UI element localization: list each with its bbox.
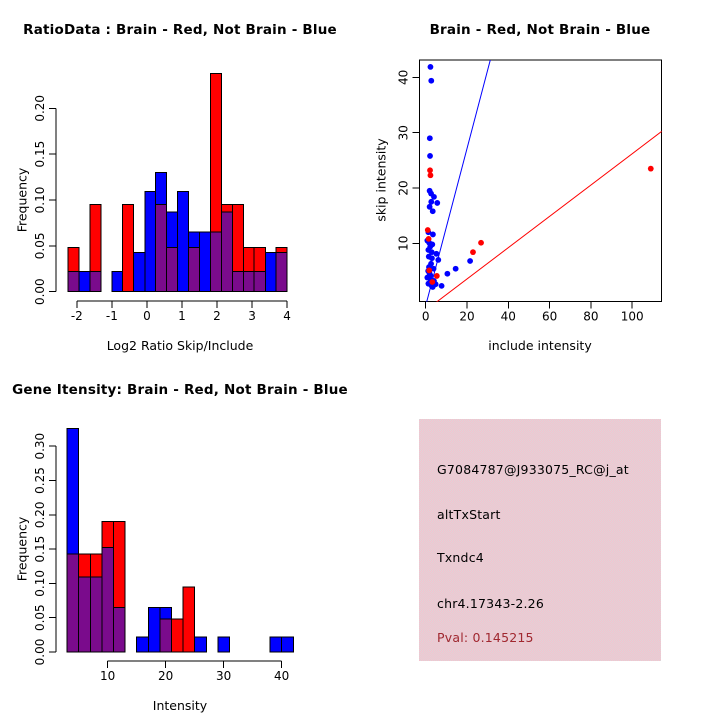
- histogram-bars: [67, 428, 293, 652]
- panel-intensity-scatter: [360, 0, 720, 360]
- ratio-histogram-chart: [0, 0, 360, 360]
- svg-text:0.15: 0.15: [33, 535, 47, 563]
- event-type-text: altTxStart: [437, 507, 501, 522]
- intensity-scatter-chart: [360, 0, 720, 360]
- svg-text:0.15: 0.15: [33, 140, 47, 168]
- svg-text:-2: -2: [70, 309, 83, 323]
- svg-text:30: 30: [216, 669, 232, 683]
- gene-info-box: [419, 419, 661, 661]
- svg-text:0: 0: [143, 309, 151, 323]
- svg-text:0.25: 0.25: [33, 467, 47, 494]
- svg-text:2: 2: [213, 309, 221, 323]
- panel-ratio-histogram: [0, 0, 360, 360]
- data-points: [424, 64, 653, 290]
- svg-text:0.00: 0.00: [33, 278, 47, 306]
- svg-text:20: 20: [459, 309, 475, 324]
- svg-text:-1: -1: [105, 309, 118, 323]
- histogram-bars: [68, 73, 287, 291]
- svg-text:60: 60: [541, 309, 558, 324]
- scatter-xlabel: include intensity: [488, 338, 592, 353]
- gene-intensity-histogram-chart: [0, 360, 360, 720]
- ratio-histogram-title: RatioData : Brain - Red, Not Brain - Blue: [23, 22, 337, 38]
- ratio-histogram-xlabel: Log2 Ratio Skip/Include: [106, 338, 254, 353]
- svg-text:0.30: 0.30: [33, 432, 47, 460]
- svg-text:0.20: 0.20: [33, 501, 47, 529]
- svg-text:10: 10: [100, 669, 116, 683]
- svg-text:30: 30: [396, 125, 411, 141]
- svg-text:10: 10: [396, 235, 411, 251]
- svg-text:3: 3: [248, 309, 256, 323]
- gene-histogram-xlabel: Intensity: [152, 698, 208, 713]
- probe-id-text: G7084787@J933075_RC@j_at: [437, 462, 629, 477]
- svg-text:0.10: 0.10: [33, 186, 47, 214]
- svg-text:0.20: 0.20: [33, 94, 47, 122]
- svg-text:40: 40: [396, 69, 411, 86]
- svg-text:20: 20: [396, 180, 411, 196]
- svg-text:4: 4: [283, 309, 291, 323]
- svg-text:100: 100: [620, 309, 644, 324]
- svg-text:0.00: 0.00: [33, 638, 47, 666]
- gene-name-text: Txndc4: [437, 550, 484, 565]
- svg-text:20: 20: [158, 669, 174, 683]
- svg-text:80: 80: [583, 309, 599, 324]
- ratio-histogram-ylabel: Frequency: [14, 167, 30, 233]
- scatter-ylabel: skip intensity: [373, 138, 389, 222]
- svg-text:40: 40: [500, 309, 516, 324]
- scatter-title: Brain - Red, Not Brain - Blue: [429, 22, 651, 38]
- svg-text:0: 0: [421, 309, 430, 324]
- gene-histogram-title: Gene Itensity: Brain - Red, Not Brain - Blue: [12, 382, 348, 398]
- svg-text:0.05: 0.05: [33, 232, 47, 260]
- pval-text: Pval: 0.145215: [437, 630, 534, 645]
- gene-histogram-ylabel: Frequency: [14, 516, 30, 582]
- svg-text:1: 1: [178, 309, 186, 323]
- svg-text:40: 40: [274, 669, 290, 683]
- panel-gene-intensity-histogram: [0, 360, 360, 720]
- svg-text:0.10: 0.10: [33, 570, 47, 597]
- panel-gene-info: [360, 360, 720, 720]
- svg-text:0.05: 0.05: [33, 604, 47, 632]
- locus-text: chr4.17343-2.26: [437, 596, 544, 611]
